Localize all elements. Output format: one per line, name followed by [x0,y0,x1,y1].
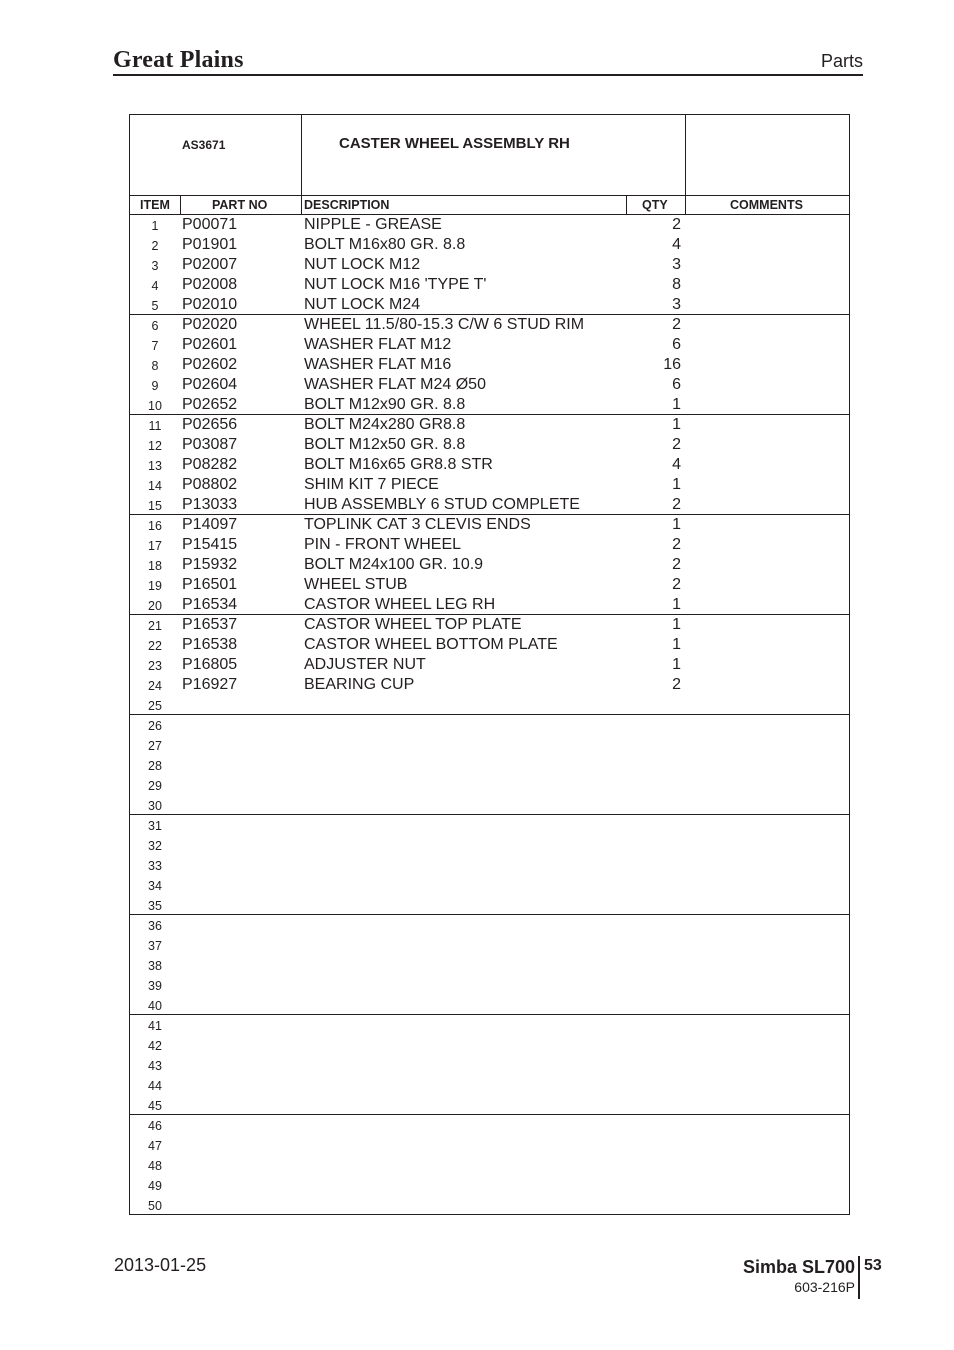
table-row [130,1195,849,1215]
column-header-part-no: PART NO [212,198,268,212]
item-number: 2 [151,239,159,253]
table-body [130,215,849,1215]
quantity: 1 [672,596,681,613]
item-number: 7 [151,339,159,353]
item-number: 30 [148,799,162,813]
part-description: HUB ASSEMBLY 6 STUD COMPLETE [304,496,580,513]
page-number: 53 [864,1257,882,1274]
table-row [130,955,849,975]
section-label: Parts [820,51,863,71]
document-number: 603-216P [794,1279,855,1295]
table-row [130,1115,849,1135]
part-description: BOLT M24x100 GR. 10.9 [304,556,484,573]
item-number: 3 [151,259,159,273]
item-number: 11 [148,419,162,433]
part-description: WASHER FLAT M16 [304,356,452,373]
part-description: CASTOR WHEEL LEG RH [304,596,496,613]
part-number: P02652 [182,396,238,413]
quantity: 1 [672,396,681,413]
table-row [130,755,849,775]
part-number: P00071 [182,216,238,233]
item-number: 48 [148,1159,162,1173]
item-number: 40 [148,999,162,1013]
item-number: 50 [148,1199,162,1213]
table-row [130,455,849,475]
part-number: P02602 [182,356,238,373]
quantity: 2 [672,216,681,233]
column-divider [301,195,302,214]
table-row [130,835,849,855]
part-description: BEARING CUP [304,676,415,693]
table-row [130,255,849,275]
table-row [130,895,849,915]
part-description: ADJUSTER NUT [304,656,426,673]
column-header-description: DESCRIPTION [304,198,390,212]
part-description: WHEEL STUB [304,576,408,593]
part-description: NUT LOCK M24 [304,296,421,313]
table-row [130,1015,849,1035]
table-row [130,1175,849,1195]
assembly-description: CASTER WHEEL ASSEMBLY RH [339,135,570,152]
part-number: P16537 [182,616,238,633]
table-row [130,635,849,655]
table-row [130,855,849,875]
item-number: 4 [151,279,159,293]
item-number: 33 [148,859,162,873]
brand-logo: Great Plains [113,47,244,73]
quantity: 1 [672,516,681,533]
quantity: 1 [672,656,681,673]
item-number: 8 [151,359,159,373]
part-description: TOPLINK CAT 3 CLEVIS ENDS [304,516,531,533]
header-rule [113,74,863,76]
part-description: BOLT M12x90 GR. 8.8 [304,396,466,413]
part-description: CASTOR WHEEL BOTTOM PLATE [304,636,558,653]
table-row [130,235,849,255]
quantity: 1 [672,616,681,633]
quantity: 6 [672,336,681,353]
item-number: 24 [148,679,162,693]
item-number: 19 [148,579,162,593]
part-number: P08282 [182,456,238,473]
quantity: 2 [672,556,681,573]
part-number: P01901 [182,236,238,253]
item-number: 23 [148,659,162,673]
item-number: 38 [148,959,162,973]
item-number: 37 [148,939,162,953]
part-description: WASHER FLAT M24 Ø50 [304,376,486,393]
part-description: PIN - FRONT WHEEL [304,536,462,553]
item-number: 10 [148,399,162,413]
part-number: P02656 [182,416,238,433]
item-number: 45 [148,1099,162,1113]
quantity: 2 [672,536,681,553]
table-row [130,695,849,715]
table-row [130,555,849,575]
table-row [130,795,849,815]
quantity: 16 [663,356,681,373]
table-row [130,935,849,955]
item-number: 46 [148,1119,162,1133]
part-description: BOLT M16x80 GR. 8.8 [304,236,466,253]
part-number: P16805 [182,656,238,673]
quantity: 4 [672,456,681,473]
part-number: P16927 [182,676,238,693]
column-header-item: ITEM [140,198,170,212]
table-row [130,295,849,315]
table-row [130,535,849,555]
item-number: 17 [148,539,162,553]
column-divider [180,195,181,214]
part-number: P03087 [182,436,238,453]
item-number: 49 [148,1179,162,1193]
column-header-qty: QTY [642,198,668,212]
table-row [130,1095,849,1115]
item-number: 41 [148,1019,162,1033]
table-row [130,315,849,335]
table-row [130,915,849,935]
table-row [130,335,849,355]
part-description: WASHER FLAT M12 [304,336,452,353]
part-description: WHEEL 11.5/80-15.3 C/W 6 STUD RIM [304,316,585,333]
item-number: 6 [151,319,159,333]
table-row [130,575,849,595]
part-number: P02007 [182,256,238,273]
table-row [130,775,849,795]
table-row [130,1135,849,1155]
item-number: 34 [148,879,162,893]
part-description: CASTOR WHEEL TOP PLATE [304,616,522,633]
item-number: 21 [148,619,162,633]
part-number: P16538 [182,636,238,653]
item-number: 27 [148,739,162,753]
table-row [130,435,849,455]
table-row [130,595,849,615]
part-number: P15415 [182,536,238,553]
item-number: 14 [148,479,162,493]
item-number: 13 [148,459,162,473]
item-number: 16 [148,519,162,533]
quantity: 2 [672,496,681,513]
assembly-number: AS3671 [182,138,226,152]
quantity: 2 [672,676,681,693]
table-row [130,355,849,375]
table-row [130,415,849,435]
table-row [130,1075,849,1095]
table-row [130,655,849,675]
part-description: NUT LOCK M12 [304,256,421,273]
item-number: 28 [148,759,162,773]
item-number: 18 [148,559,162,573]
table-row [130,375,849,395]
item-number: 20 [148,599,162,613]
footer-model: Simba SL700 [742,1257,855,1277]
part-number: P16501 [182,576,238,593]
table-row [130,975,849,995]
part-number: P15932 [182,556,238,573]
table-row [130,1155,849,1175]
item-number: 9 [151,379,159,393]
part-description: NIPPLE - GREASE [304,216,442,233]
column-divider [685,195,686,214]
part-description: BOLT M12x50 GR. 8.8 [304,436,466,453]
part-number: P02604 [182,376,238,393]
part-number: P08802 [182,476,238,493]
table-row [130,215,849,235]
item-number: 36 [148,919,162,933]
item-number: 42 [148,1039,162,1053]
quantity: 1 [672,476,681,493]
item-number: 22 [148,639,162,653]
item-number: 43 [148,1059,162,1073]
footer-divider [858,1256,860,1299]
column-header-row [130,195,849,215]
quantity: 4 [672,236,681,253]
quantity: 2 [672,316,681,333]
item-number: 31 [148,819,162,833]
table-row [130,675,849,695]
column-divider [626,195,627,214]
item-number: 35 [148,899,162,913]
quantity: 2 [672,576,681,593]
part-description: NUT LOCK M16 'TYPE T' [304,276,487,293]
quantity: 3 [672,256,681,273]
item-number: 12 [148,439,162,453]
assembly-title-block [130,115,849,196]
part-number: P14097 [182,516,238,533]
table-row [130,1035,849,1055]
part-description: SHIM KIT 7 PIECE [304,476,439,493]
column-header-comments: COMMENTS [730,198,803,212]
table-row [130,1055,849,1075]
title-divider [301,115,302,195]
quantity: 8 [672,276,681,293]
quantity: 2 [672,436,681,453]
item-number: 47 [148,1139,162,1153]
item-number: 32 [148,839,162,853]
table-row [130,475,849,495]
table-row [130,515,849,535]
quantity: 6 [672,376,681,393]
item-number: 39 [148,979,162,993]
table-row [130,275,849,295]
quantity: 3 [672,296,681,313]
item-number: 1 [151,219,159,233]
quantity: 1 [672,416,681,433]
table-row [130,875,849,895]
part-number: P02010 [182,296,238,313]
item-number: 29 [148,779,162,793]
part-number: P02601 [182,336,238,353]
table-row [130,735,849,755]
item-number: 26 [148,719,162,733]
table-row [130,995,849,1015]
part-description: BOLT M16x65 GR8.8 STR [304,456,493,473]
part-number: P02020 [182,316,238,333]
table-row [130,815,849,835]
quantity: 1 [672,636,681,653]
part-description: BOLT M24x280 GR8.8 [304,416,466,433]
part-number: P16534 [182,596,238,613]
title-divider [685,115,686,195]
item-number: 25 [148,699,162,713]
item-number: 5 [151,299,159,313]
table-row [130,395,849,415]
item-number: 44 [148,1079,162,1093]
part-number: P02008 [182,276,238,293]
footer-date: 2013-01-25 [114,1255,207,1275]
table-row [130,495,849,515]
table-row [130,715,849,735]
part-number: P13033 [182,496,238,513]
item-number: 15 [148,499,162,513]
table-row [130,615,849,635]
parts-table [129,114,850,1215]
